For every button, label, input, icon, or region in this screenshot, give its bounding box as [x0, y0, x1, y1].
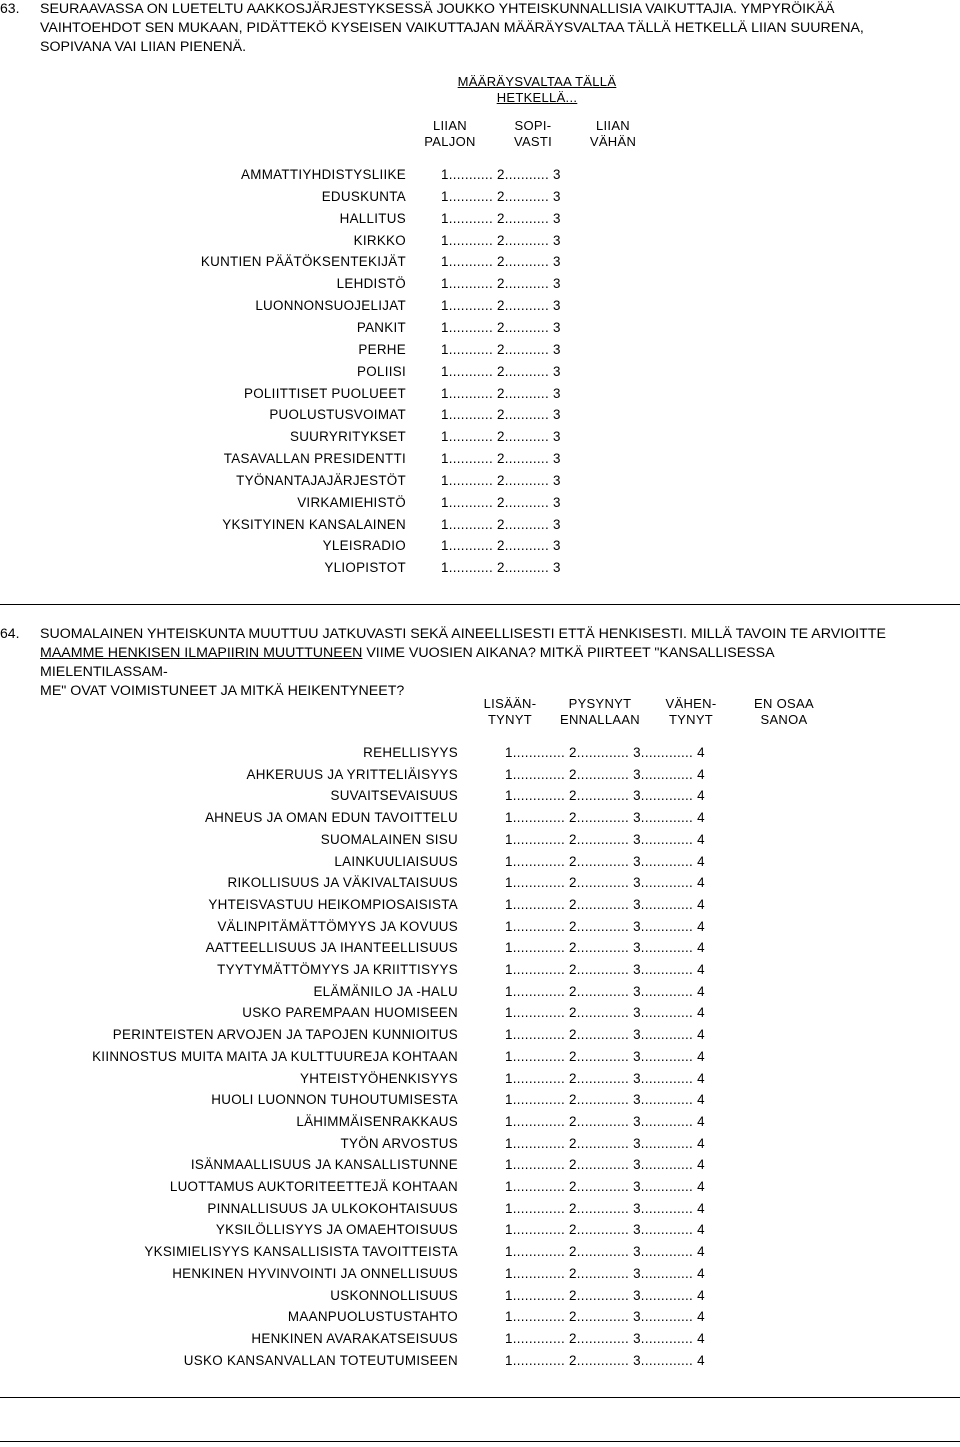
rating-scale[interactable]: 1........... 2........... 3: [441, 254, 561, 270]
rating-scale[interactable]: 1........... 2........... 3: [441, 319, 561, 335]
item-label: KUNTIEN PÄÄTÖKSENTEKIJÄT: [200, 254, 406, 270]
rating-scale[interactable]: 1........... 2........... 3: [441, 385, 561, 401]
question-line: ME" OVAT VOIMISTUNEET JA MITKÄ HEIKENTYNEET?: [40, 683, 405, 699]
trait-row: [0, 810, 960, 830]
item-label: YLEISRADIO: [322, 538, 406, 554]
influencer-row: [0, 517, 960, 537]
item-label: ISÄNMAALLISUUS JA KANSALLISTUNNE: [190, 1157, 458, 1173]
trait-row: [0, 1331, 960, 1351]
influencer-row: [0, 254, 960, 274]
rating-scale[interactable]: 1............. 2............. 3............. 4: [505, 1135, 705, 1151]
question-line: SOPIVANA VAI LIIAN PIENENÄ.: [40, 39, 247, 55]
rating-scale[interactable]: 1............. 2............. 3............. 4: [505, 1005, 705, 1021]
rating-scale[interactable]: 1............. 2............. 3............. 4: [505, 1113, 705, 1129]
rating-scale[interactable]: 1............. 2............. 3............. 4: [505, 1265, 705, 1281]
trait-row: [0, 940, 960, 960]
question-number: 63.: [0, 0, 20, 16]
trait-row: [0, 962, 960, 982]
rating-scale[interactable]: 1............. 2............. 3............. 4: [505, 896, 705, 912]
item-label: KIINNOSTUS MUITA MAITA JA KULTTUUREJA KOHTAAN: [92, 1048, 458, 1064]
underlined-phrase: MAAMME HENKISEN ILMAPIIRIN MUUTTUNEEN: [40, 645, 363, 661]
influencer-row: [0, 276, 960, 296]
rating-scale[interactable]: 1............. 2............. 3............. 4: [505, 853, 705, 869]
item-label: TYÖN ARVOSTUS: [340, 1135, 458, 1151]
influencer-row: [0, 451, 960, 471]
trait-row: [0, 1309, 960, 1329]
influencer-row: [0, 407, 960, 427]
item-label: SUVAITSEVAISUUS: [330, 788, 458, 804]
influencer-row: [0, 298, 960, 318]
item-label: POLIITTISET PUOLUEET: [243, 385, 406, 401]
rating-scale[interactable]: 1........... 2........... 3: [441, 341, 561, 357]
item-label: PINNALLISUUS JA ULKOKOHTAISUUS: [207, 1200, 458, 1216]
column-header: [470, 696, 550, 728]
item-label: RIKOLLISUUS JA VÄKIVALTAISUUS: [227, 875, 458, 891]
trait-row: [0, 1005, 960, 1025]
rating-scale[interactable]: 1........... 2........... 3: [441, 494, 561, 510]
item-label: SUOMALAINEN SISU: [320, 831, 458, 847]
trait-row: [0, 875, 960, 895]
question-text: [40, 0, 960, 57]
header-line: MÄÄRÄYSVALTAA TÄLLÄ: [457, 74, 617, 89]
header-line: ENNALLAAN: [559, 712, 640, 727]
rating-scale[interactable]: 1............. 2............. 3............. 4: [505, 1352, 705, 1368]
rating-scale[interactable]: 1........... 2........... 3: [441, 298, 561, 314]
header-line: VASTI: [513, 134, 553, 149]
rating-scale[interactable]: 1........... 2........... 3: [441, 472, 561, 488]
item-label: PUOLUSTUSVOIMAT: [269, 407, 406, 423]
trait-row: [0, 1157, 960, 1177]
trait-row: [0, 1092, 960, 1112]
rating-scale[interactable]: 1............. 2............. 3............. 4: [505, 983, 705, 999]
trait-row: [0, 1222, 960, 1242]
trait-row: [0, 1266, 960, 1286]
rating-scale[interactable]: 1........... 2........... 3: [441, 210, 561, 226]
item-label: MAANPUOLUSTUSTAHTO: [287, 1309, 458, 1325]
influencer-row: [0, 429, 960, 449]
trait-row: [0, 854, 960, 874]
item-label: VÄLINPITÄMÄTTÖMYYS JA KOVUUS: [217, 918, 458, 934]
item-label: YHTEISVASTUU HEIKOMPIOSAISISTA: [208, 896, 458, 912]
rating-scale[interactable]: 1........... 2........... 3: [441, 167, 561, 182]
rating-scale[interactable]: 1............. 2............. 3............. 4: [505, 1179, 705, 1194]
item-label: EDUSKUNTA: [321, 188, 406, 204]
influencer-row: [0, 189, 960, 209]
rating-scale[interactable]: 1............. 2............. 3............. 4: [505, 745, 705, 760]
trait-row: [0, 1179, 960, 1199]
item-label: LEHDISTÖ: [336, 276, 406, 292]
header-line: VÄHEN-: [665, 696, 717, 711]
rating-scale[interactable]: 1............. 2............. 3............. 4: [505, 940, 705, 956]
header-line: HETKELLÄ...: [496, 90, 578, 105]
item-label: AHNEUS JA OMAN EDUN TAVOITTELU: [204, 810, 458, 826]
rating-scale[interactable]: 1............. 2............. 3............. 4: [505, 1330, 705, 1346]
question-line: VAIHTOEHDOT SEN MUKAAN, PIDÄTTEKÖ KYSEISEN VAIKUTTAJAN MÄÄRÄYSVALTAA TÄLLÄ HETKELLÄ LIIAN SUURENA,: [40, 20, 864, 36]
item-label: TYÖNANTAJAJÄRJESTÖT: [236, 472, 406, 488]
item-label: YKSITYINEN KANSALAINEN: [222, 516, 406, 532]
question-text: [40, 625, 960, 701]
rating-scale[interactable]: 1........... 2........... 3: [441, 516, 561, 532]
item-label: LAINKUULIAISUUS: [334, 853, 458, 869]
influencer-row: [0, 233, 960, 253]
item-label: HENKINEN AVARAKATSEISUUS: [251, 1330, 458, 1346]
item-label: USKO KANSANVALLAN TOTEUTUMISEEN: [183, 1352, 458, 1368]
rating-scale[interactable]: 1........... 2........... 3: [441, 538, 561, 554]
column-header: [651, 696, 731, 728]
influencer-row: [0, 364, 960, 384]
column-group-header: [437, 74, 637, 106]
rating-scale[interactable]: 1............. 2............. 3............. 4: [505, 1092, 705, 1108]
rating-scale[interactable]: 1............. 2............. 3............. 4: [505, 1048, 705, 1064]
trait-row: [0, 832, 960, 852]
rating-scale[interactable]: 1............. 2............. 3............. 4: [505, 810, 705, 826]
rating-scale[interactable]: 1............. 2............. 3............. 4: [505, 1244, 705, 1260]
item-label: LUOTTAMUS AUKTORITEETTEJÄ KOHTAAN: [169, 1179, 458, 1194]
trait-row: [0, 1244, 960, 1264]
trait-row: [0, 1136, 960, 1156]
rating-scale[interactable]: 1............. 2............. 3............. 4: [505, 831, 705, 847]
item-label: REHELLISYYS: [363, 745, 458, 760]
rating-scale[interactable]: 1........... 2........... 3: [441, 407, 561, 423]
trait-row: [0, 1114, 960, 1134]
header-line: SOPI-: [514, 118, 552, 133]
item-label: YKSILÖLLISYYS JA OMAEHTOISUUS: [215, 1222, 458, 1238]
item-label: LUONNONSUOJELIJAT: [255, 298, 406, 314]
column-header: [578, 118, 648, 150]
column-header: [552, 696, 648, 728]
item-label: ELÄMÄNILO JA -HALU: [313, 983, 458, 999]
rating-scale[interactable]: 1........... 2........... 3: [441, 188, 561, 204]
influencer-row: [0, 211, 960, 231]
item-label: SUURYRITYKSET: [289, 429, 406, 445]
item-label: POLIISI: [357, 363, 406, 379]
item-label: PERHE: [358, 341, 406, 357]
trait-row: [0, 1071, 960, 1091]
item-label: AMMATTIYHDISTYSLIIKE: [241, 167, 406, 182]
item-label: YKSIMIELISYYS KANSALLISISTA TAVOITTEISTA: [144, 1244, 458, 1260]
header-line: SANOA: [760, 712, 808, 727]
rating-scale[interactable]: 1........... 2........... 3: [441, 560, 561, 576]
header-line: TYNYT: [668, 712, 714, 727]
influencer-row: [0, 342, 960, 362]
column-header: [498, 118, 568, 150]
question-line: [40, 644, 960, 663]
influencer-row: [0, 560, 960, 580]
trait-row: [0, 1049, 960, 1069]
header-line: LIIAN: [432, 118, 467, 133]
item-label: VIRKAMIEHISTÖ: [297, 494, 406, 510]
rating-scale[interactable]: 1............. 2............. 3............. 4: [505, 918, 705, 934]
item-label: YLIOPISTOT: [324, 560, 406, 576]
rating-scale[interactable]: 1............. 2............. 3............. 4: [505, 1222, 705, 1238]
item-label: USKONNOLLISUUS: [330, 1287, 458, 1303]
rating-scale[interactable]: 1............. 2............. 3............. 4: [505, 1287, 705, 1303]
item-label: TYYTYMÄTTÖMYYS JA KRIITTISYYS: [217, 962, 458, 977]
trait-row: [0, 1288, 960, 1308]
influencer-row: [0, 386, 960, 406]
rating-scale[interactable]: 1............. 2............. 3............. 4: [505, 1200, 705, 1216]
header-line: LISÄÄN-: [483, 696, 537, 711]
item-label: AATTEELLISUUS JA IHANTEELLISUUS: [205, 940, 458, 956]
header-line: EN OSAA: [754, 696, 814, 711]
rating-scale[interactable]: 1............. 2............. 3............. 4: [505, 788, 705, 804]
trait-row: [0, 919, 960, 939]
section-divider: [0, 1397, 960, 1398]
item-label: AHKERUUS JA YRITTELIÄISYYS: [246, 766, 458, 782]
question-number: 64.: [0, 625, 20, 641]
item-label: HALLITUS: [339, 210, 406, 226]
trait-row: [0, 897, 960, 917]
section-divider: [0, 1441, 960, 1442]
header-line: PALJON: [424, 134, 476, 149]
item-label: HUOLI LUONNON TUHOUTUMISESTA: [211, 1092, 458, 1108]
influencer-row: [0, 473, 960, 493]
rating-scale[interactable]: 1............. 2............. 3............. 4: [505, 1027, 705, 1043]
influencer-row: [0, 538, 960, 558]
item-label: HENKINEN HYVINVOINTI JA ONNELLISUUS: [172, 1265, 458, 1281]
column-header: [742, 696, 826, 728]
header-line: PYSYNYT: [568, 696, 632, 711]
trait-row: [0, 984, 960, 1004]
question-line: SEURAAVASSA ON LUETELTU AAKKOSJÄRJESTYKSESSÄ JOUKKO YHTEISKUNNALLISIA VAIKUTTAJIA. YMPYRÖIKÄÄ: [40, 1, 835, 17]
rating-scale[interactable]: 1............. 2............. 3............. 4: [505, 962, 705, 977]
item-label: LÄHIMMÄISENRAKKAUS: [296, 1113, 458, 1129]
rating-scale[interactable]: 1............. 2............. 3............. 4: [505, 875, 705, 891]
rating-scale[interactable]: 1............. 2............. 3............. 4: [505, 1309, 705, 1325]
trait-row: [0, 767, 960, 787]
header-line: VÄHÄN: [589, 134, 637, 149]
item-label: YHTEISTYÖHENKISYYS: [300, 1070, 458, 1086]
rating-scale[interactable]: 1........... 2........... 3: [441, 276, 561, 292]
item-label: KIRKKO: [353, 232, 406, 248]
header-line: TYNYT: [487, 712, 533, 727]
item-label: USKO PAREMPAAN HUOMISEEN: [242, 1005, 458, 1021]
trait-row: [0, 1027, 960, 1047]
header-line: LIIAN: [595, 118, 630, 133]
influencer-row: [0, 495, 960, 515]
influencer-row: [0, 320, 960, 340]
item-label: TASAVALLAN PRESIDENTTI: [223, 451, 406, 467]
trait-row: [0, 788, 960, 808]
trait-row: [0, 1353, 960, 1373]
column-header: [415, 118, 485, 150]
item-label: PERINTEISTEN ARVOJEN JA TAPOJEN KUNNIOITUS: [112, 1027, 458, 1043]
rating-scale[interactable]: 1............. 2............. 3............. 4: [505, 766, 705, 782]
rating-scale[interactable]: 1............. 2............. 3............. 4: [505, 1070, 705, 1086]
rating-scale[interactable]: 1........... 2........... 3: [441, 451, 561, 467]
rating-scale[interactable]: 1........... 2........... 3: [441, 429, 561, 445]
item-label: PANKIT: [356, 319, 406, 335]
trait-row: [0, 745, 960, 765]
influencer-row: [0, 167, 960, 187]
question-line-rest: VIIME VUOSIEN AIKANA? MITKÄ PIIRTEET "KANSALLISESSA: [362, 645, 775, 661]
rating-scale[interactable]: 1............. 2............. 3............. 4: [505, 1157, 705, 1173]
rating-scale[interactable]: 1........... 2........... 3: [441, 363, 561, 379]
question-line: MIELENTILASSAM-: [40, 664, 168, 680]
rating-scale[interactable]: 1........... 2........... 3: [441, 232, 561, 248]
question-line: SUOMALAINEN YHTEISKUNTA MUUTTUU JATKUVASTI SEKÄ AINEELLISESTI ETTÄ HENKISESTI. MILLÄ TAVOIN TE ARVIOITTE: [40, 626, 886, 642]
section-divider: [0, 604, 960, 605]
trait-row: [0, 1201, 960, 1221]
